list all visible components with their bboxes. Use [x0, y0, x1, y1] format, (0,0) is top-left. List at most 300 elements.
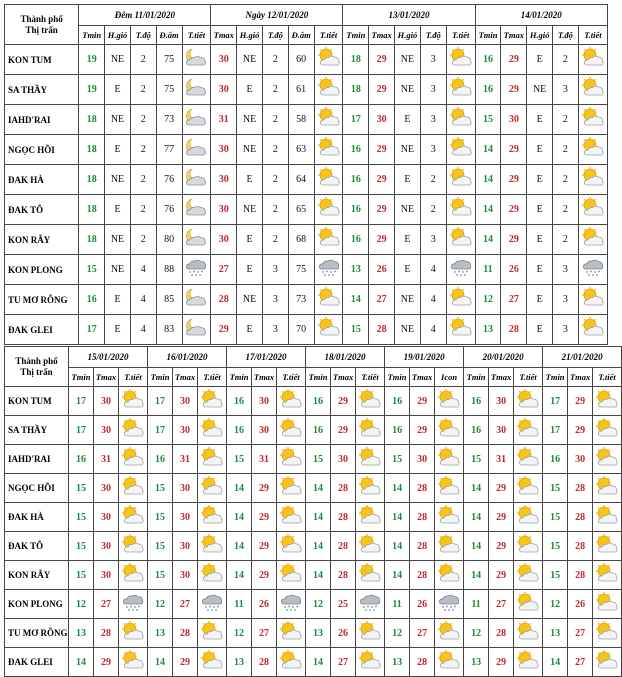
tmax-value: 29 — [252, 561, 277, 590]
tmin-value: 14 — [385, 474, 410, 503]
tmax-value: 30 — [211, 225, 237, 255]
tmin-value: 15 — [475, 105, 501, 135]
weather-cell — [198, 474, 227, 503]
sun-cloud-icon — [279, 650, 303, 675]
tmax-value: 28 — [252, 648, 277, 677]
wind-direction: E — [395, 105, 421, 135]
weather-cell — [182, 255, 211, 285]
city-name: KON TUM — [5, 387, 69, 416]
column-header: Đ.ẩm — [156, 26, 182, 45]
column-header: Đ.ẩm — [288, 26, 314, 45]
wind-speed: 3 — [262, 255, 288, 285]
weather-cell — [356, 474, 385, 503]
tmax-value: 30 — [211, 75, 237, 105]
sun-cloud-icon — [121, 447, 145, 472]
tmin-value: 17 — [343, 105, 369, 135]
column-header: Tmin — [343, 26, 369, 45]
tmin-value: 18 — [79, 165, 105, 195]
weather-cell — [182, 75, 211, 105]
sun-cloud-icon — [200, 534, 224, 559]
weather-cell — [277, 387, 306, 416]
sun-cloud-icon — [317, 137, 341, 162]
tmin-value: 14 — [306, 648, 331, 677]
wind-direction: E — [527, 135, 553, 165]
table-row — [5, 474, 622, 503]
tmax-value: 28 — [568, 532, 593, 561]
sun-cloud-icon — [437, 650, 461, 675]
column-header: Tmax — [173, 368, 198, 387]
tmax-value: 28 — [94, 619, 119, 648]
weather-cell — [593, 416, 622, 445]
column-header: Tmin — [475, 26, 501, 45]
date-header: 17/01/2020 — [227, 347, 306, 368]
tmin-value: 17 — [79, 315, 105, 345]
sun-cloud-icon — [121, 476, 145, 501]
wind-speed: 4 — [420, 315, 446, 345]
tmax-value: 31 — [489, 445, 514, 474]
tmin-value: 14 — [69, 648, 94, 677]
sun-cloud-icon — [595, 621, 619, 646]
tmax-value: 30 — [489, 416, 514, 445]
tmax-value: 28 — [410, 474, 435, 503]
tmin-value: 11 — [385, 590, 410, 619]
tmax-value: 29 — [489, 503, 514, 532]
wind-direction: E — [237, 75, 263, 105]
tmin-value: 15 — [69, 532, 94, 561]
wind-direction: E — [395, 255, 421, 285]
weather-cell — [514, 416, 543, 445]
weather-cell — [593, 532, 622, 561]
humidity: 85 — [156, 285, 182, 315]
sun-cloud-icon — [200, 447, 224, 472]
column-header: H.gió — [237, 26, 263, 45]
sun-cloud-icon — [121, 389, 145, 414]
tmax-value: 30 — [173, 387, 198, 416]
tmax-value: 29 — [410, 387, 435, 416]
cloud-rain-icon — [279, 592, 303, 617]
tmin-value: 16 — [306, 387, 331, 416]
table-row — [5, 315, 608, 345]
weather-cell — [314, 135, 343, 165]
column-header: T.tiết — [446, 26, 475, 45]
sun-cloud-icon — [449, 77, 473, 102]
tmin-value: 12 — [475, 285, 501, 315]
wind-speed: 3 — [262, 285, 288, 315]
sun-cloud-icon — [449, 197, 473, 222]
forecast-table-short-term — [4, 4, 608, 345]
tmax-value: 28 — [331, 503, 356, 532]
tmax-value: 30 — [173, 416, 198, 445]
tmin-value: 16 — [343, 195, 369, 225]
table-row — [5, 416, 622, 445]
city-column-header — [5, 5, 79, 45]
tmax-value: 29 — [489, 474, 514, 503]
tmin-value: 12 — [227, 619, 252, 648]
table-row — [5, 387, 622, 416]
column-header: Tmax — [94, 368, 119, 387]
tmax-value: 30 — [94, 532, 119, 561]
weather-cell — [578, 195, 607, 225]
tmax-value: 28 — [489, 619, 514, 648]
sun-cloud-icon — [595, 418, 619, 443]
weather-cell — [435, 590, 464, 619]
city-name: ĐAK TÔ — [5, 195, 79, 225]
tmax-value: 29 — [369, 45, 395, 75]
tmin-value: 16 — [464, 416, 489, 445]
sun-cloud-icon — [581, 317, 605, 342]
tmax-value: 30 — [211, 45, 237, 75]
humidity: 76 — [156, 165, 182, 195]
sun-cloud-icon — [200, 476, 224, 501]
wind-speed: 2 — [130, 225, 156, 255]
tmin-value: 14 — [227, 532, 252, 561]
city-name: KON PLONG — [5, 590, 69, 619]
tmax-value: 27 — [410, 619, 435, 648]
tmin-value: 12 — [464, 619, 489, 648]
column-header: T.độ — [553, 26, 579, 45]
humidity: 70 — [288, 315, 314, 345]
tmax-value: 25 — [331, 590, 356, 619]
tmax-value: 29 — [410, 416, 435, 445]
wind-direction: NE — [395, 45, 421, 75]
weather-cell — [514, 532, 543, 561]
sun-cloud-icon — [581, 107, 605, 132]
tmin-value: 14 — [464, 474, 489, 503]
tmin-value: 19 — [79, 75, 105, 105]
wind-direction: NE — [105, 165, 131, 195]
date-header: 21/01/2020 — [543, 347, 622, 368]
cloud-rain-icon — [200, 592, 224, 617]
tmin-value: 18 — [343, 45, 369, 75]
sun-cloud-icon — [358, 505, 382, 530]
weather-cell — [446, 75, 475, 105]
sun-cloud-icon — [581, 137, 605, 162]
tmin-value: 14 — [385, 532, 410, 561]
wind-direction: NE — [395, 285, 421, 315]
city-name: KON RẪY — [5, 561, 69, 590]
sun-cloud-icon — [516, 389, 540, 414]
tmax-value: 29 — [369, 225, 395, 255]
sun-cloud-icon — [516, 418, 540, 443]
city-name: ĐAK HÀ — [5, 503, 69, 532]
partly-cloudy-night-icon — [184, 167, 208, 192]
tmin-value: 12 — [543, 590, 568, 619]
sun-cloud-icon — [516, 447, 540, 472]
tmax-value: 30 — [252, 387, 277, 416]
wind-speed: 2 — [420, 195, 446, 225]
column-header: Tmin — [69, 368, 94, 387]
tmin-value: 14 — [543, 648, 568, 677]
sun-cloud-icon — [595, 592, 619, 617]
tmax-value: 27 — [501, 285, 527, 315]
wind-direction: NE — [237, 195, 263, 225]
weather-cell — [314, 75, 343, 105]
tmin-value: 11 — [227, 590, 252, 619]
wind-direction: E — [527, 165, 553, 195]
sun-cloud-icon — [516, 650, 540, 675]
tmax-value: 27 — [331, 648, 356, 677]
tmin-value: 15 — [148, 532, 173, 561]
tmin-value: 17 — [543, 387, 568, 416]
weather-cell — [182, 195, 211, 225]
tmin-value: 13 — [385, 648, 410, 677]
wind-direction: E — [395, 225, 421, 255]
column-header: H.gió — [527, 26, 553, 45]
tmin-value: 13 — [69, 619, 94, 648]
wind-speed: 2 — [130, 45, 156, 75]
wind-direction: E — [105, 195, 131, 225]
tmin-value: 15 — [543, 532, 568, 561]
weather-cell — [198, 503, 227, 532]
tmax-value: 28 — [501, 315, 527, 345]
tmax-value: 29 — [501, 75, 527, 105]
tmax-value: 30 — [94, 561, 119, 590]
column-header: Tmin — [464, 368, 489, 387]
tmin-value: 11 — [475, 255, 501, 285]
cloud-rain-icon — [358, 592, 382, 617]
cloud-rain-icon — [317, 257, 341, 282]
sun-cloud-icon — [437, 505, 461, 530]
tmax-value: 30 — [173, 474, 198, 503]
humidity: 88 — [156, 255, 182, 285]
tmax-value: 29 — [173, 648, 198, 677]
sun-cloud-icon — [279, 534, 303, 559]
weather-cell — [446, 315, 475, 345]
wind-speed: 2 — [262, 75, 288, 105]
city-header-line-2: Thị trấn — [25, 24, 58, 35]
wind-direction: NE — [237, 285, 263, 315]
tmin-value: 16 — [475, 75, 501, 105]
tmax-value: 29 — [501, 225, 527, 255]
weather-cell — [277, 561, 306, 590]
weather-cell — [578, 225, 607, 255]
wind-speed: 2 — [553, 225, 579, 255]
city-name: KON RẪY — [5, 225, 79, 255]
city-name: NGỌC HỒI — [5, 135, 79, 165]
tmax-value: 26 — [252, 590, 277, 619]
table-row — [5, 285, 608, 315]
sun-cloud-icon — [449, 47, 473, 72]
wind-direction: NE — [237, 105, 263, 135]
weather-cell — [514, 445, 543, 474]
tmin-value: 15 — [69, 503, 94, 532]
tmin-value: 18 — [79, 195, 105, 225]
column-header: T.độ — [262, 26, 288, 45]
wind-speed: 2 — [262, 135, 288, 165]
tmax-value: 29 — [501, 165, 527, 195]
sun-cloud-icon — [279, 563, 303, 588]
wind-speed: 2 — [262, 105, 288, 135]
date-header: 16/01/2020 — [148, 347, 227, 368]
tmax-value: 28 — [410, 561, 435, 590]
tmax-value: 29 — [369, 165, 395, 195]
tmax-value: 29 — [211, 315, 237, 345]
humidity: 60 — [288, 45, 314, 75]
weather-cell — [356, 561, 385, 590]
column-header: T.độ — [420, 26, 446, 45]
sun-cloud-icon — [317, 167, 341, 192]
tmax-value: 28 — [410, 503, 435, 532]
city-header-line-2: Thị trấn — [20, 366, 53, 377]
wind-speed: 2 — [130, 165, 156, 195]
weather-cell — [314, 285, 343, 315]
weather-cell — [578, 45, 607, 75]
weather-cell — [446, 225, 475, 255]
sun-cloud-icon — [595, 534, 619, 559]
weather-cell — [277, 648, 306, 677]
cloud-rain-icon — [184, 257, 208, 282]
weather-cell — [314, 195, 343, 225]
sun-cloud-icon — [449, 167, 473, 192]
tmin-value: 16 — [306, 416, 331, 445]
tmax-value: 28 — [331, 561, 356, 590]
wind-speed: 2 — [262, 45, 288, 75]
sun-cloud-icon — [595, 476, 619, 501]
wind-speed: 3 — [262, 315, 288, 345]
tmax-value: 30 — [369, 105, 395, 135]
weather-cell — [198, 532, 227, 561]
weather-cell — [593, 648, 622, 677]
weather-cell — [514, 474, 543, 503]
column-header: Tmax — [568, 368, 593, 387]
tmax-value: 27 — [211, 255, 237, 285]
weather-cell — [356, 532, 385, 561]
weather-cell — [277, 503, 306, 532]
tmin-value: 14 — [227, 474, 252, 503]
tmax-value: 26 — [331, 619, 356, 648]
tmax-value: 30 — [173, 561, 198, 590]
humidity: 77 — [156, 135, 182, 165]
weather-cell — [514, 619, 543, 648]
column-header: Icon — [435, 368, 464, 387]
tmax-value: 28 — [369, 315, 395, 345]
wind-direction: E — [237, 315, 263, 345]
tmax-value: 29 — [501, 45, 527, 75]
tmax-value: 29 — [501, 135, 527, 165]
wind-speed: 2 — [262, 195, 288, 225]
weather-cell — [514, 590, 543, 619]
sun-cloud-icon — [516, 592, 540, 617]
tmax-value: 30 — [94, 474, 119, 503]
sun-cloud-icon — [358, 563, 382, 588]
tmax-value: 29 — [489, 648, 514, 677]
tmax-value: 28 — [568, 561, 593, 590]
tmax-value: 31 — [252, 445, 277, 474]
wind-speed: 4 — [130, 255, 156, 285]
partly-cloudy-night-icon — [184, 197, 208, 222]
city-name: IAHD'RAI — [5, 445, 69, 474]
city-name: ĐAK HÀ — [5, 165, 79, 195]
weather-cell — [514, 648, 543, 677]
sun-cloud-icon — [279, 389, 303, 414]
wind-direction: E — [527, 255, 553, 285]
weather-cell — [435, 561, 464, 590]
humidity: 80 — [156, 225, 182, 255]
sun-cloud-icon — [358, 621, 382, 646]
weather-cell — [119, 590, 148, 619]
table-row — [5, 105, 608, 135]
date-header: 14/01/2020 — [475, 5, 607, 26]
sun-cloud-icon — [516, 621, 540, 646]
tmin-value: 14 — [385, 561, 410, 590]
tmax-value: 29 — [252, 474, 277, 503]
wind-speed: 2 — [130, 75, 156, 105]
tmin-value: 16 — [385, 387, 410, 416]
tmax-value: 27 — [568, 619, 593, 648]
tmin-value: 13 — [343, 255, 369, 285]
humidity: 75 — [156, 45, 182, 75]
tmin-value: 15 — [148, 503, 173, 532]
humidity: 61 — [288, 75, 314, 105]
tmax-value: 30 — [489, 387, 514, 416]
wind-direction: NE — [395, 195, 421, 225]
weather-cell — [578, 315, 607, 345]
tmin-value: 16 — [464, 387, 489, 416]
tmin-value: 17 — [69, 416, 94, 445]
column-header: T.độ — [130, 26, 156, 45]
weather-cell — [119, 561, 148, 590]
column-header: H.gió — [105, 26, 131, 45]
wind-speed: 2 — [553, 135, 579, 165]
weather-cell — [356, 619, 385, 648]
weather-cell — [198, 416, 227, 445]
tmin-value: 17 — [148, 387, 173, 416]
humidity: 65 — [288, 195, 314, 225]
weather-cell — [198, 387, 227, 416]
sun-cloud-icon — [121, 505, 145, 530]
humidity: 83 — [156, 315, 182, 345]
sun-cloud-icon — [449, 107, 473, 132]
wind-direction: E — [105, 75, 131, 105]
sun-cloud-icon — [317, 197, 341, 222]
wind-speed: 4 — [130, 285, 156, 315]
tmax-value: 28 — [331, 532, 356, 561]
sun-cloud-icon — [516, 563, 540, 588]
wind-speed: 2 — [553, 195, 579, 225]
sun-cloud-icon — [516, 534, 540, 559]
weather-cell — [119, 474, 148, 503]
tmin-value: 16 — [69, 445, 94, 474]
weather-cell — [356, 416, 385, 445]
tmax-value: 27 — [489, 590, 514, 619]
column-header: Tmin — [385, 368, 410, 387]
table-row — [5, 445, 622, 474]
wind-direction: NE — [105, 105, 131, 135]
sun-cloud-icon — [437, 563, 461, 588]
sun-cloud-icon — [121, 418, 145, 443]
wind-speed: 3 — [553, 285, 579, 315]
date-header: 18/01/2020 — [306, 347, 385, 368]
date-header: 20/01/2020 — [464, 347, 543, 368]
weather-cell — [578, 75, 607, 105]
weather-cell — [446, 45, 475, 75]
weather-cell — [356, 503, 385, 532]
tmax-value: 27 — [94, 590, 119, 619]
sun-cloud-icon — [437, 447, 461, 472]
tmin-value: 15 — [385, 445, 410, 474]
tmin-value: 13 — [306, 619, 331, 648]
table-row — [5, 648, 622, 677]
tmax-value: 30 — [173, 503, 198, 532]
city-name: ĐAK GLEI — [5, 315, 79, 345]
sun-cloud-icon — [581, 227, 605, 252]
sun-cloud-icon — [200, 418, 224, 443]
wind-speed: 2 — [262, 165, 288, 195]
tmin-value: 15 — [69, 561, 94, 590]
table-row — [5, 165, 608, 195]
tmax-value: 28 — [331, 474, 356, 503]
weather-cell — [277, 445, 306, 474]
